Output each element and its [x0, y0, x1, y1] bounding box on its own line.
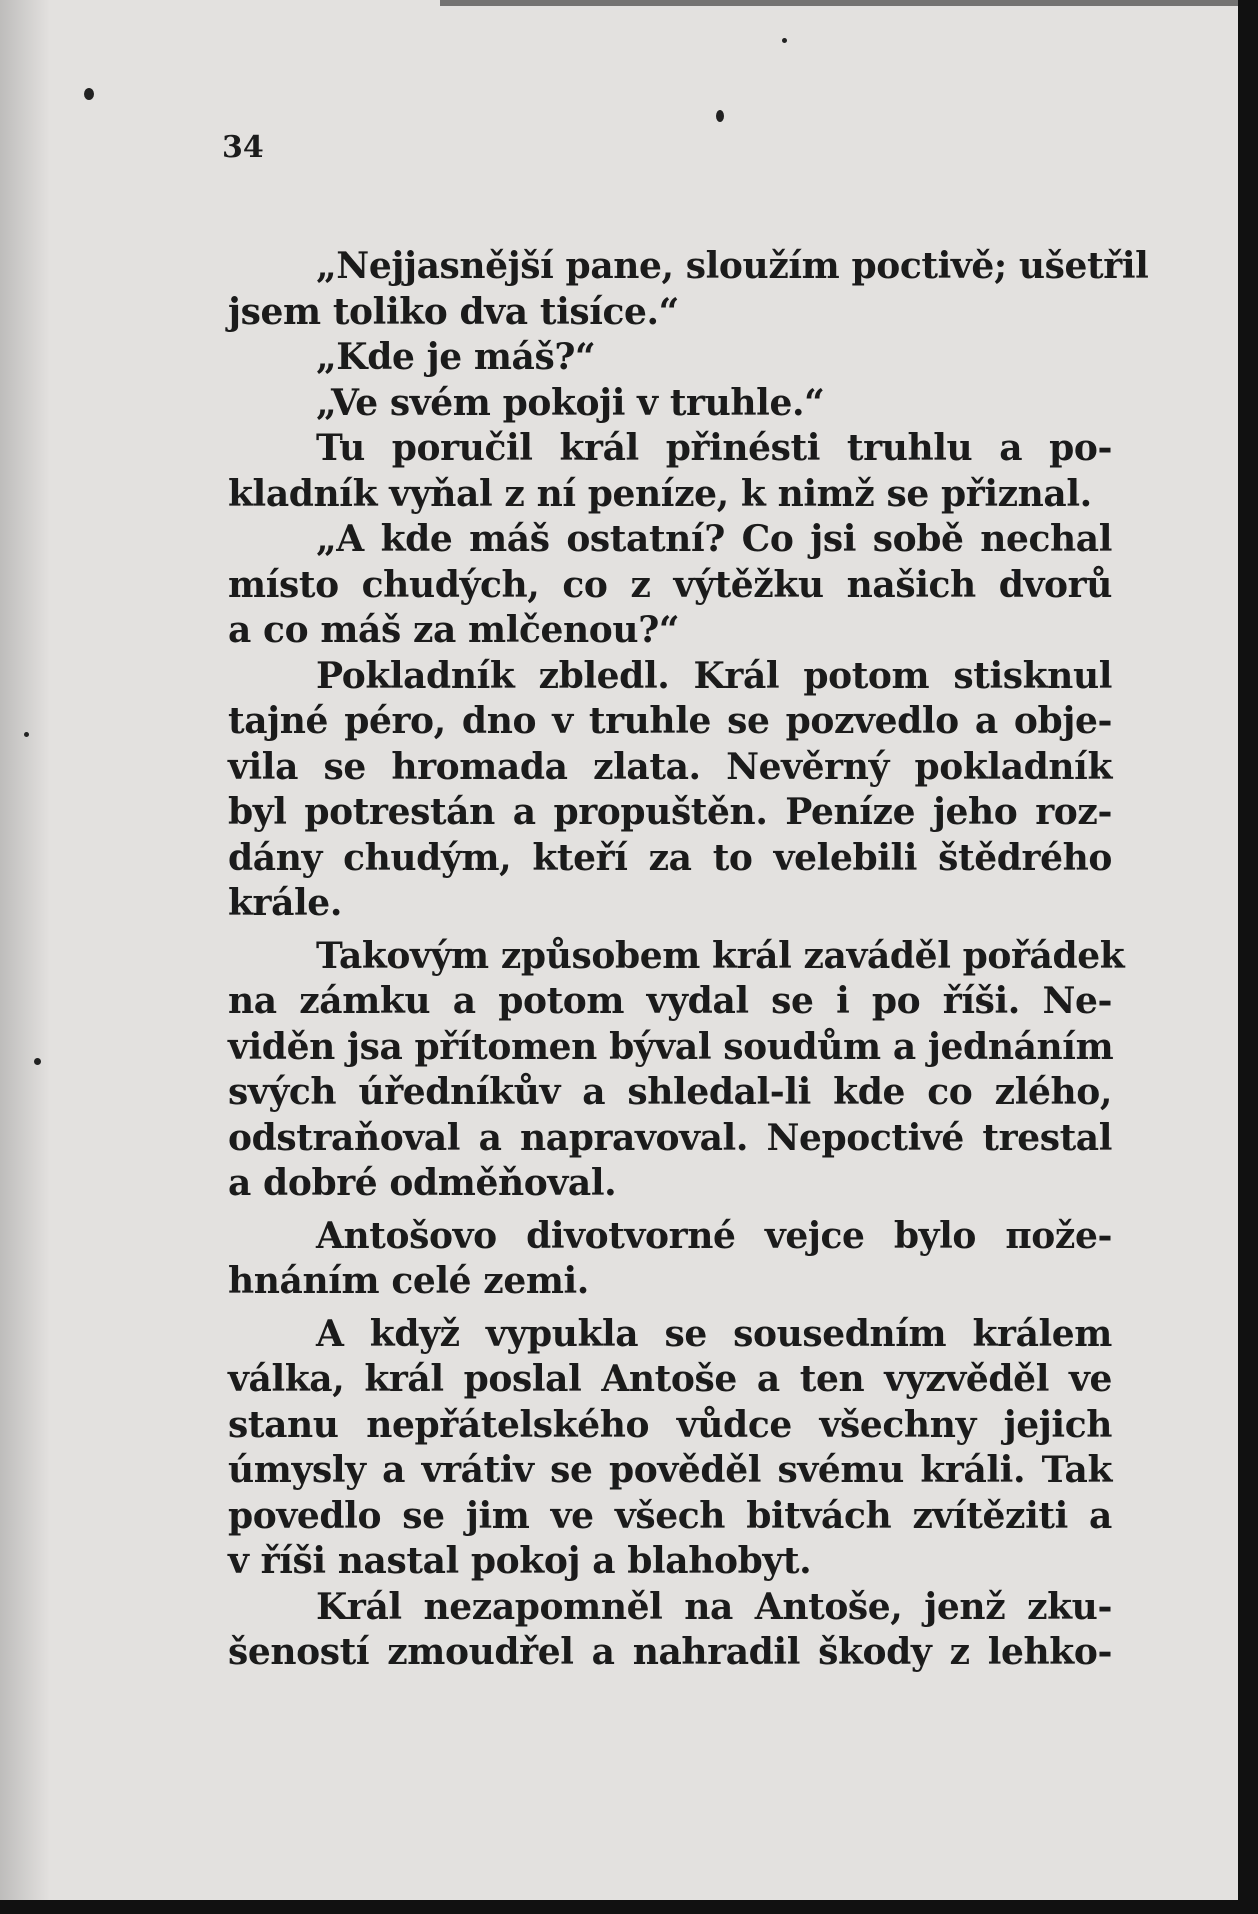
scan-speck — [34, 1058, 41, 1065]
text-line: stanu nepřátelského vůdce všechny jejich — [228, 1403, 1112, 1446]
scan-border-right — [1238, 0, 1258, 1914]
text-line: šeností zmoudřel a nahradil škody z lehko- — [228, 1631, 1112, 1673]
paragraph-gap — [228, 927, 1112, 934]
text-line: A když vypukla se sousedním králem — [316, 1312, 1112, 1355]
text-line: místo chudých, co z výtěžku našich dvorů — [228, 563, 1112, 606]
page-number: 34 — [222, 130, 264, 165]
text-line: tajné péro, dno v truhle se pozvedlo a obje- — [228, 700, 1112, 742]
text-line: dány chudým, kteří za to velebili štědrého — [228, 836, 1112, 879]
paragraph-gap — [228, 1207, 1112, 1214]
text-line: Antošovo divotvorné vejce bylo поže- — [316, 1214, 1112, 1257]
scan-border-bottom — [0, 1900, 1258, 1914]
text-line: „Ve svém pokoji v truhle.“ — [316, 381, 825, 424]
text-line: viděn jsa přítomen býval soudům a jednáním — [228, 1025, 1114, 1068]
text-line: a dobré odměňoval. — [228, 1162, 617, 1204]
text-line: svých úředníkův a shledal-li kde co zlého, — [228, 1071, 1112, 1113]
text-line: byl potrestán a propuštěn. Peníze jeho roz- — [228, 791, 1112, 833]
text-line: Pokladník zbledl. Král potom stisknul — [316, 654, 1112, 697]
text-line: „A kde máš ostatní? Co jsi sobě nechal — [316, 518, 1112, 560]
text-line: Takovým způsobem král zaváděl pořádek — [316, 934, 1125, 977]
binding-shadow — [0, 0, 50, 1914]
text-line: vila se hromada zlata. Nevěrný pokladník — [228, 745, 1112, 788]
scan-speck — [716, 110, 724, 122]
scan-border-top — [440, 0, 1238, 6]
text-line: odstraňoval a napravoval. Nepoctivé trestal — [228, 1116, 1112, 1159]
text-line: krále. — [228, 882, 342, 924]
text-line: úmysly a vrátiv se pověděl svému králi. Tak — [228, 1449, 1112, 1491]
text-line: povedlo se jim ve všech bitvách zvítěziti a — [228, 1494, 1112, 1537]
body-text — [228, 244, 1149, 1676]
text-line: na zámku a potom vydal se i po říši. Ne- — [228, 980, 1112, 1022]
text-line: Tu poručil král přinésti truhlu a po- — [316, 427, 1112, 469]
text-line: a co máš za mlčenou?“ — [228, 609, 680, 651]
text-line: kladník vyňal z ní peníze, k nimž se přiznal. — [228, 472, 1092, 515]
text-line: hnáním celé zemi. — [228, 1260, 589, 1302]
scan-speck — [84, 88, 94, 100]
scan-speck — [782, 38, 787, 43]
text-line: „Kde je máš?“ — [316, 336, 596, 378]
text-line: jsem toliko dva tisíce.“ — [228, 290, 679, 333]
text-line: v říši nastal pokoj a blahobyt. — [228, 1540, 812, 1582]
text-line: Král nezapomněl na Antoše, jenž zku- — [316, 1585, 1112, 1628]
text-line: „Nejjasnější pane, sloužím poctivě; ušetřil — [316, 245, 1149, 287]
scan-speck — [24, 732, 29, 737]
text-line: válka, král poslal Antoše a ten vyzvěděl ve — [228, 1358, 1112, 1400]
paragraph-gap — [228, 1305, 1112, 1312]
